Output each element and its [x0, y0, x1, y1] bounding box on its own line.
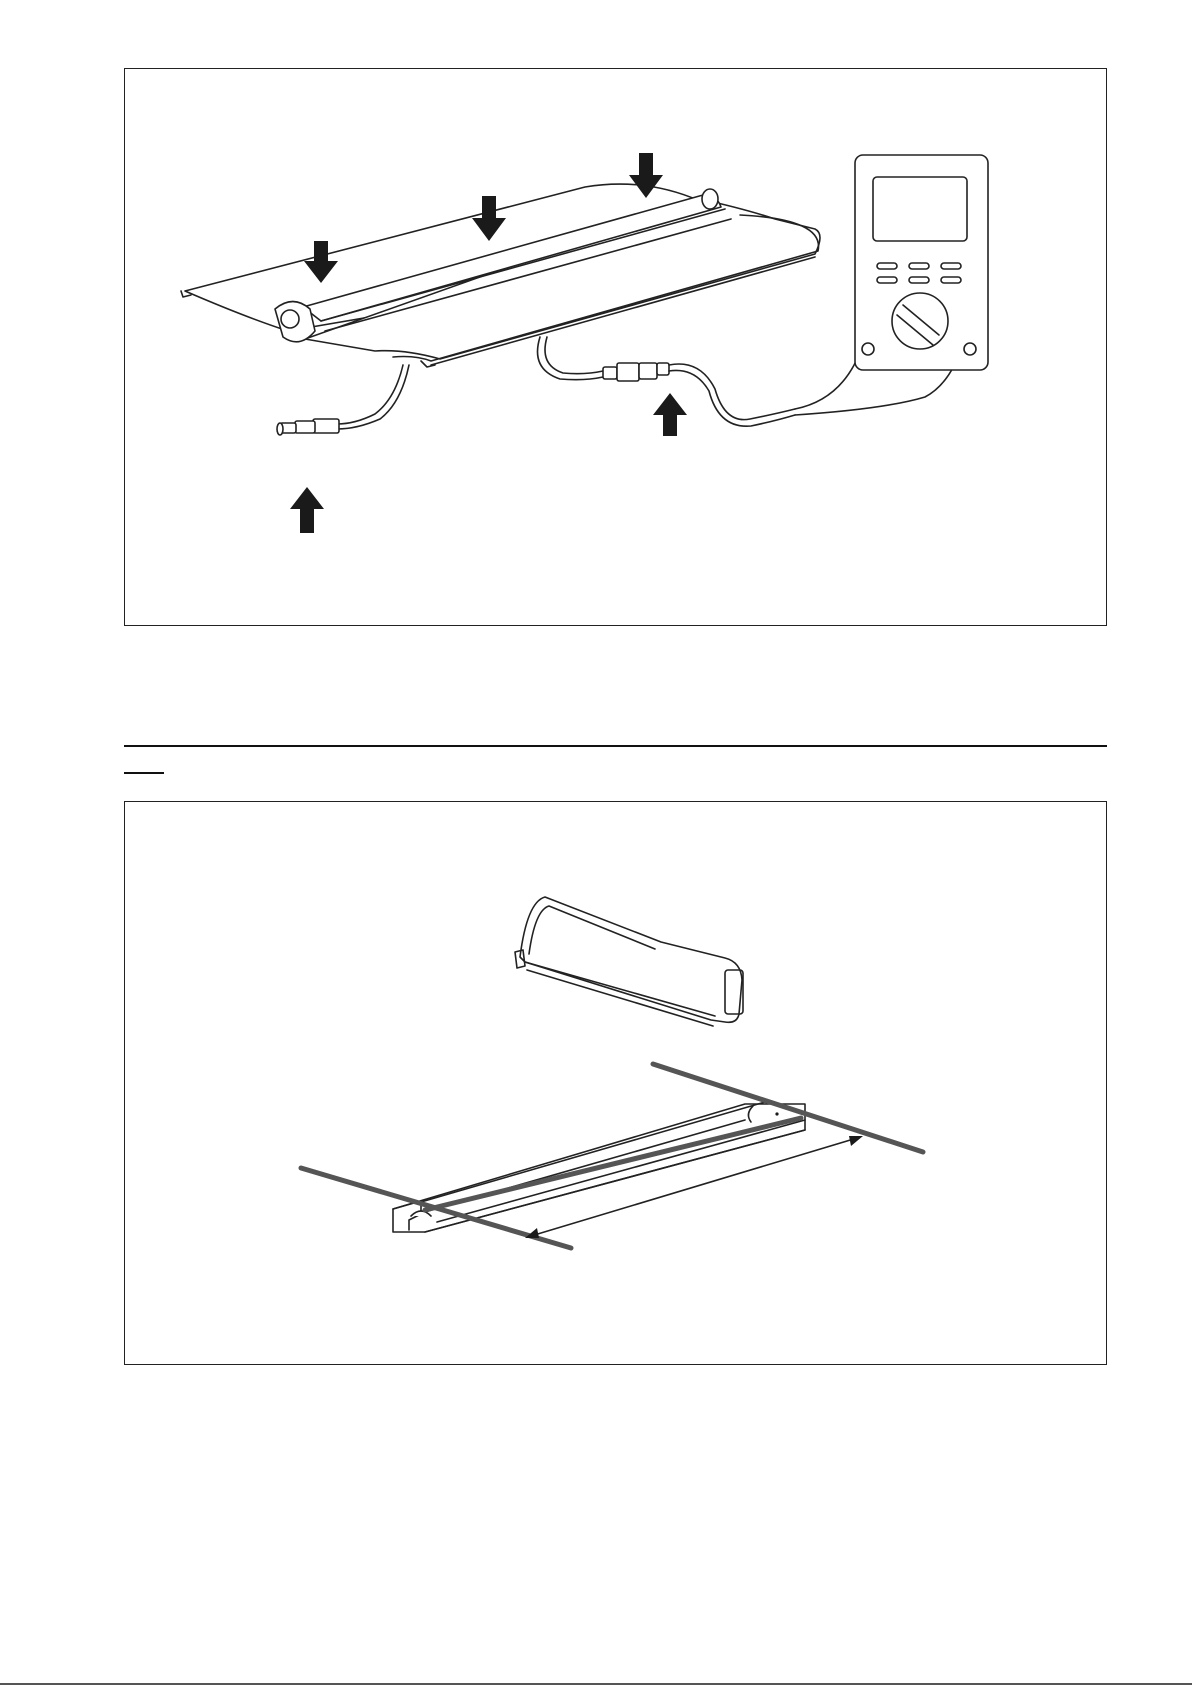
- end-cap-knob: [281, 310, 299, 328]
- section-marker-rule: [124, 772, 164, 774]
- multimeter-display: [873, 177, 967, 241]
- cable-left-outline: [337, 365, 409, 429]
- figure-continuity-test: [124, 68, 1107, 626]
- arrow-up-1: [653, 393, 687, 436]
- cable-to-meter-outline: [669, 370, 795, 426]
- connector-middle: [603, 363, 669, 381]
- profile-cutting-drawing: [125, 802, 1108, 1366]
- connector-left: [277, 419, 339, 435]
- multimeter: [855, 155, 988, 370]
- cable-middle-outline: [545, 337, 603, 374]
- end-cap-right: [702, 189, 718, 209]
- marking-line: [425, 1118, 801, 1210]
- dimension-arrow-right: [849, 1136, 863, 1146]
- arrow-up-2: [290, 487, 324, 533]
- section-divider: [124, 745, 1107, 747]
- right-angle-dot: [775, 1112, 778, 1115]
- multimeter-dial: [892, 293, 948, 349]
- continuity-test-drawing: [125, 69, 1108, 627]
- probe-lead-1: [795, 344, 863, 409]
- multimeter-jack-1: [862, 343, 874, 355]
- figure-profile-cutting: [124, 801, 1107, 1365]
- multimeter-jack-2: [964, 343, 976, 355]
- cable-left: [337, 365, 403, 424]
- hacksaw: [515, 897, 743, 1026]
